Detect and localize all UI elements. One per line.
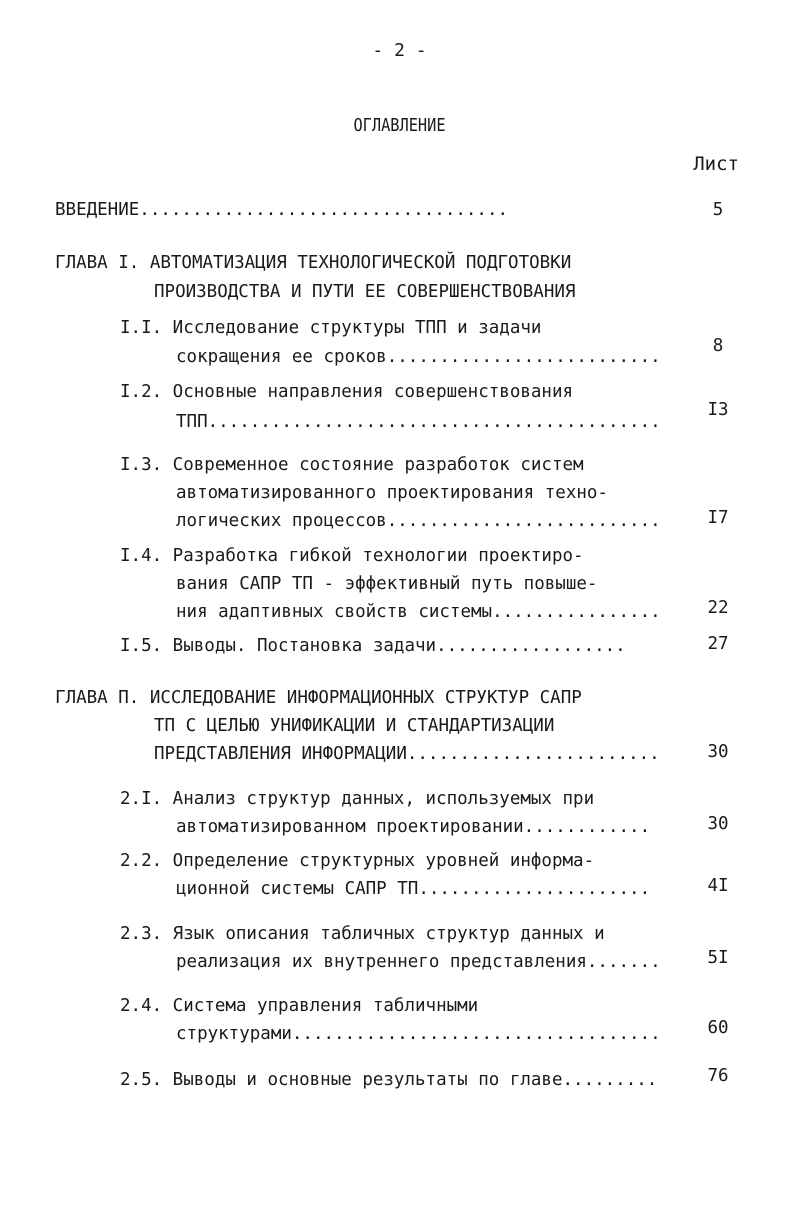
toc-line: 2.4. Система управления табличными (120, 996, 479, 1016)
toc-line: I.I. Исследование структуры ТПП и задачи (120, 318, 542, 338)
toc-line: реализация их внутреннего представления....... (176, 952, 661, 972)
toc-page: 30 (707, 814, 729, 834)
toc-line: вания САПР ТП - эффективный путь повыше- (176, 574, 598, 594)
toc-line: логических процессов.......................... (176, 511, 661, 531)
toc-line: ТП С ЦЕЛЬЮ УНИФИКАЦИИ И СТАНДАРТИЗАЦИИ (154, 716, 555, 736)
toc-line: ПРЕДСТАВЛЕНИЯ ИНФОРМАЦИИ........................ (154, 744, 660, 764)
toc-line: автоматизированном проектировании............ (176, 817, 651, 837)
toc-line: автоматизированного проектирования техно- (176, 483, 608, 503)
toc-page: 22 (707, 598, 729, 618)
toc-page: 27 (707, 634, 729, 654)
toc-line: ПРОИЗВОДСТВА И ПУТИ ЕЕ СОВЕРШЕНСТВОВАНИЯ (154, 282, 576, 302)
page-number: - 2 - (372, 40, 427, 61)
toc-page: 4I (707, 876, 729, 896)
toc-line: ционной системы САПР ТП...................... (176, 879, 651, 899)
toc-line: I.3. Современное состояние разработок систем (120, 455, 584, 475)
toc-page: 8 (712, 336, 724, 356)
toc-page: I7 (707, 508, 729, 528)
toc-line: ТПП........................................... (176, 412, 661, 432)
page-title: ОГЛАВЛЕНИЕ (353, 115, 446, 136)
toc-page: 5 (712, 200, 724, 220)
toc-page: 30 (707, 742, 729, 762)
toc-line: ГЛАВА П. ИССЛЕДОВАНИЕ ИНФОРМАЦИОННЫХ СТРУКТУР САПР (55, 688, 582, 708)
toc-page: I3 (707, 400, 729, 420)
page-column-label: Лист (693, 153, 739, 175)
toc-line: 2.2. Определение структурных уровней информа- (120, 851, 595, 871)
toc-page: 5I (707, 948, 729, 968)
toc-line: ния адаптивных свойств системы................ (176, 602, 661, 622)
toc-line: ГЛАВА I. АВТОМАТИЗАЦИЯ ТЕХНОЛОГИЧЕСКОЙ ПОДГОТОВКИ (55, 253, 572, 273)
toc-line: ВВЕДЕНИЕ................................... (55, 200, 509, 220)
toc-line: 2.I. Анализ структур данных, используемых при (120, 789, 595, 809)
toc-line: I.2. Основные направления совершенствования (120, 382, 574, 402)
toc-line: I.5. Выводы. Постановка задачи.................. (120, 636, 626, 656)
toc-line: 2.3. Язык описания табличных структур данных и (120, 924, 605, 944)
toc-line: структурами................................... (176, 1024, 661, 1044)
toc-page: 60 (707, 1018, 729, 1038)
toc-line: 2.5. Выводы и основные результаты по главе......... (120, 1070, 658, 1090)
toc-page: 76 (707, 1066, 729, 1086)
toc-line: сокращения ее сроков.......................... (176, 347, 661, 367)
toc-line: I.4. Разработка гибкой технологии проектиро- (120, 546, 584, 566)
